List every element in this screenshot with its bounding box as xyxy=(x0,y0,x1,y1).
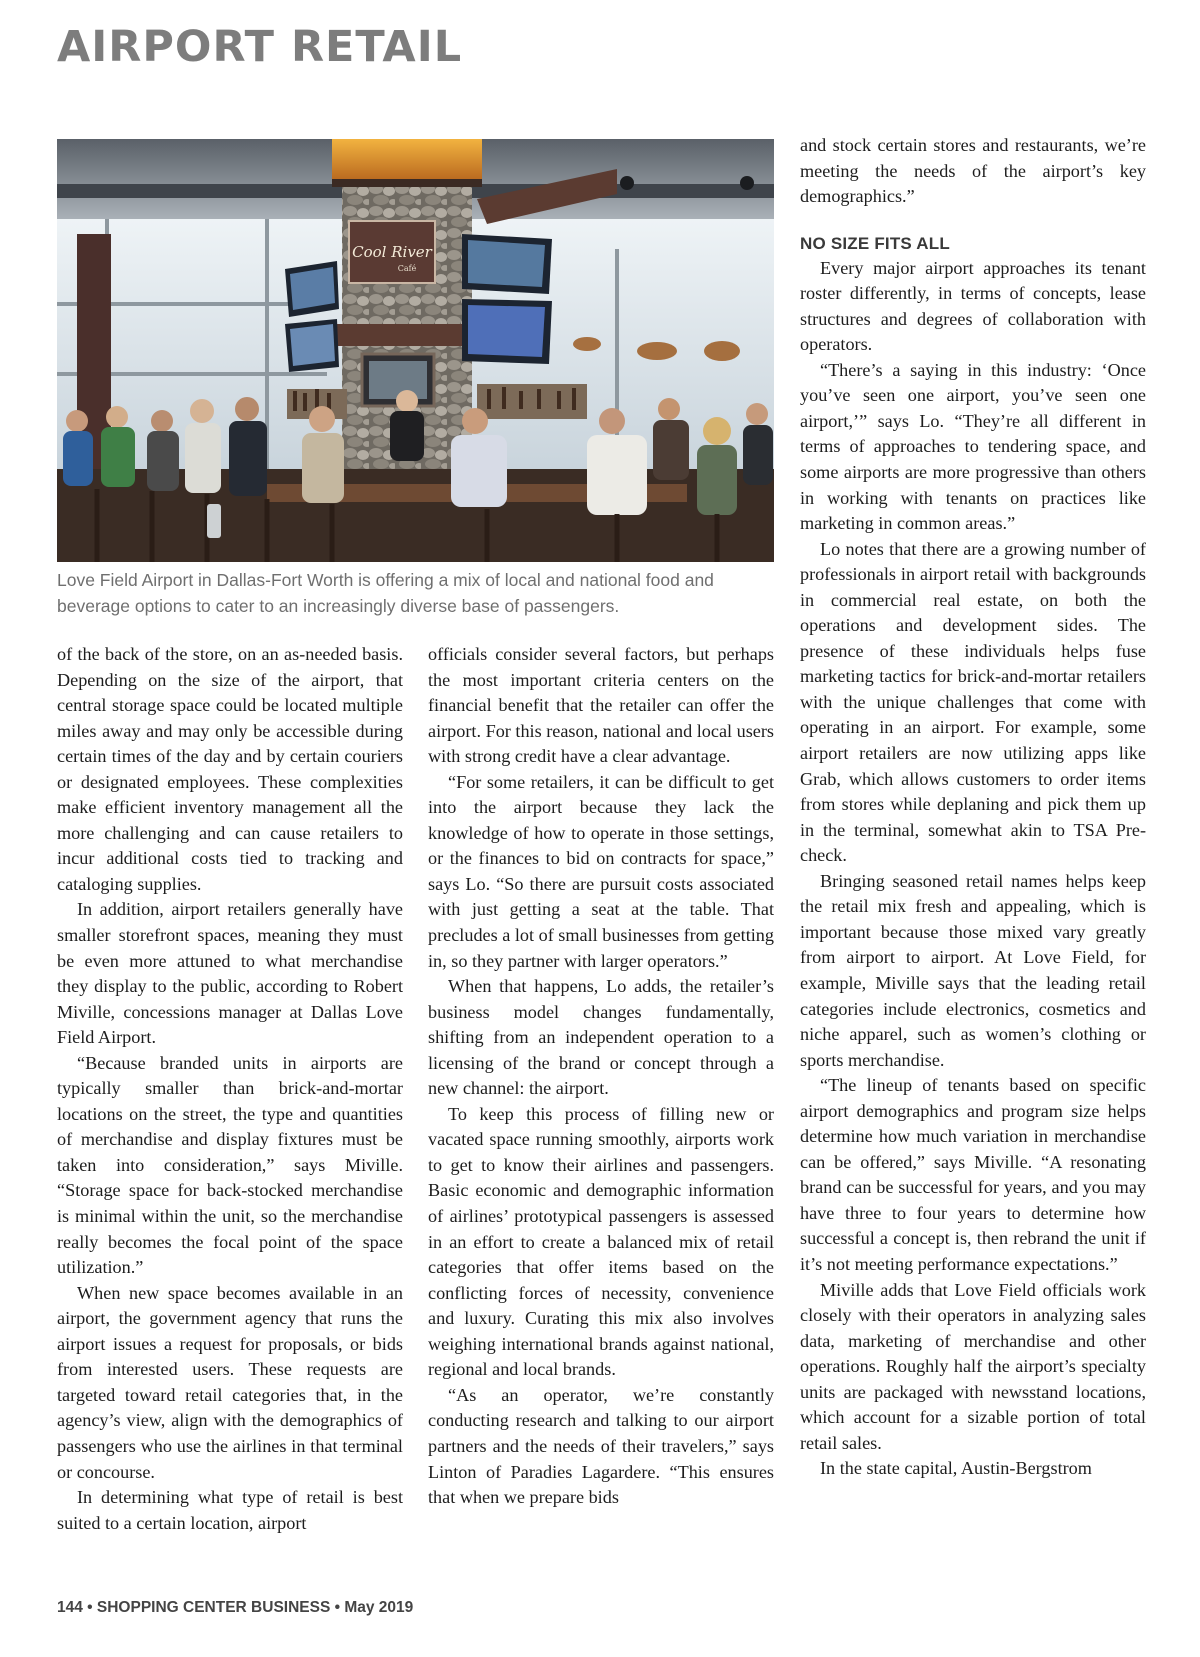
paragraph: In the state capital, Austin-Bergstrom xyxy=(820,1458,1092,1479)
paragraph: “The lineup of tenants based on specific airport demographics and program size helps determine how much variation in merchandise can be offered,” says Miville. “A resonating brand can be successful for years, and you may have three to four years to determine how successful a concept is, then rebrand the unit if it’s not meeting performance expectations.” xyxy=(800,1075,1146,1274)
article-column-1 xyxy=(57,642,403,1536)
paragraph: of the back of the store, on an as-needed basis. Depending on the size of the airport, that central storage space could be located multiple miles away and may only be accessible during certain times of the day and by certain couriers or designated employees. These complexities make efficient inventory management all the more challenging and can cause retailers to incur additional costs tied to tracking and cataloging supplies. xyxy=(57,644,403,894)
photo-caption: Love Field Airport in Dallas-Fort Worth is offering a mix of local and national food and beverage options to cater to an increasingly diverse base of passengers. xyxy=(57,570,714,616)
article-photo xyxy=(57,139,774,562)
paragraph: Every major airport approaches its tenant roster differently, in terms of concepts, lease structures and degrees of collaboration with operators. xyxy=(800,257,1146,355)
paragraph: Lo notes that there are a growing number of professionals in airport retail with backgrounds in commercial real estate, on both the operations and development sides. The presence of these individuals helps fuse marketing tactics for brick-and-mortar retailers with the unique challenges that come with operating in an airport. For example, some airport retailers are now utilizing apps like Grab, which allows customers to order items from stores while deplaning and pick them up in the terminal, somewhat akin to TSA Pre-check. xyxy=(800,538,1146,866)
sign-subtext: Café xyxy=(397,264,417,273)
paragraph: Bringing seasoned retail names helps keep the retail mix fresh and appealing, which is important because those mixed vary greatly from airport to airport. At Love Field, for example, Miville says that the leading retail categories include electronics, cosmetics and niche apparel, such as women’s clothing or sports merchandise. xyxy=(800,870,1146,1070)
paragraph: “As an operator, we’re constantly conducting research and talking to our airport partners and the needs of their travelers,” says Linton of Paradies Lagardere. “This ensures that when we prepare bids xyxy=(428,1384,774,1508)
paragraph: When that happens, Lo adds, the retailer’s business model changes fundamentally, shifting from an independent operation to a licensing of the brand or concept through a new channel: the airport. xyxy=(428,976,774,1099)
paragraph: Miville adds that Love Field officials work closely with their operators in analyzing sales data, marketing of merchandise and other operations. Roughly half the airport’s specialty units are packaged with newsstand locations, which account for a sizable portion of total retail sales. xyxy=(800,1279,1146,1453)
sign-text: Cool River xyxy=(352,243,432,261)
article-column-3 xyxy=(800,133,1146,1482)
page-footer: 144 • SHOPPING CENTER BUSINESS • May 2019 xyxy=(57,1599,414,1616)
paragraph: To keep this process of filling new or vacated space running smoothly, airports work to get to know their airlines and passengers. Basic economic and demographic information of airlines’ prototypical passengers is assessed in an effort to create a balanced mix of retail categories that offer items based on the conflicting forces of necessity, convenience and luxury. Curating this mix also involves weighing international brands against national, regional and local brands. xyxy=(428,1103,774,1380)
paragraph: “There’s a saying in this industry: ‘Once you’ve seen one airport, you’ve seen one airport,’” says Lo. “They’re all different in terms of approaches to tendering space, and some airports are more progressive than others in working with tenants on practices like marketing in common areas.” xyxy=(800,359,1146,534)
paragraph: When new space becomes available in an airport, the government agency that runs the airport issues a request for proposals, or bids from interested users. These requests are targeted toward retail categories that, in the agency’s view, align with the demographics of passengers who use the airlines in that terminal or concourse. xyxy=(57,1282,403,1482)
article-column-2 xyxy=(428,642,774,1511)
subheading: NO SIZE FITS ALL xyxy=(800,233,950,253)
paragraph: and stock certain stores and restaurants, we’re meeting the needs of the airport’s key demographics.” xyxy=(800,135,1146,207)
paragraph: “Because branded units in airports are typically smaller than brick-and-mortar locations on the street, the type and quantities of merchandise and display fixtures must be taken into consideration,” says Miville. “Storage space for back-stocked merchandise is minimal within the unit, so the merchandise really becomes the focal point of the space utilization.” xyxy=(57,1052,403,1278)
paragraph: “For some retailers, it can be difficult to get into the airport because they lack the knowledge of how to operate in those settings, or the finances to bid on contracts for space,” says Lo. “So there are pursuit costs associated with just getting a seat at the table. That precludes a lot of small businesses from getting in, so they partner with larger operators.” xyxy=(428,771,774,971)
section-title: AIRPORT RETAIL xyxy=(57,22,463,72)
paragraph: officials consider several factors, but perhaps the most important criteria centers on the financial benefit that the retailer can offer the airport. For this reason, national and local users with strong credit have a clear advantage. xyxy=(428,644,774,767)
photo-illustration xyxy=(57,139,774,562)
paragraph: In determining what type of retail is best suited to a certain location, airport xyxy=(57,1487,403,1533)
paragraph: In addition, airport retailers generally have smaller storefront spaces, meaning they must be even more attuned to what merchandise they display to the public, according to Robert Miville, concessions manager at Dallas Love Field Airport. xyxy=(57,899,403,1048)
